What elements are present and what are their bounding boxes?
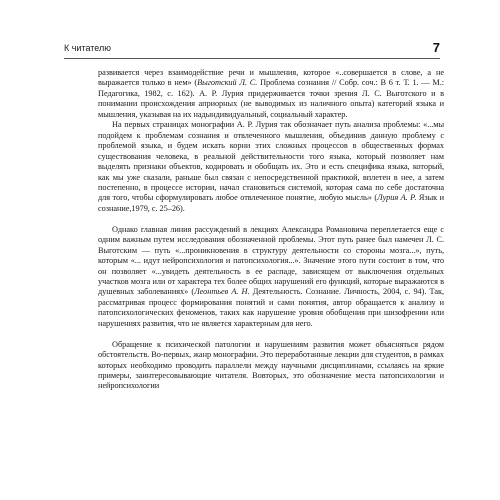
paragraph-text: развивается через взаимодействие речи и мышления, которое «..совершается в слове, а не выражается только в нем» ( bbox=[98, 68, 444, 88]
cited-author: Леонтьев А. Н. bbox=[194, 287, 250, 297]
header-rule bbox=[64, 58, 440, 59]
cited-author: Лурия А. Р. bbox=[377, 193, 417, 203]
running-header-title: К читателю bbox=[64, 43, 112, 53]
paragraph bbox=[98, 340, 444, 392]
body-text bbox=[98, 68, 444, 392]
paragraph-text: Язык и сознание,1979, с. 25–26). bbox=[98, 193, 444, 213]
paragraph-text: На первых страницах монографии А. Р. Лурия так обозначает путь анализа проблемы: «...мы подойдем к проблемам сознания и отвлеченного мышления, объединив данную проблему с проблемой языка, и будем искать корни этих сложных процессов в общественных формах существования человека, в реальной действительности того языка, который позволяет нам выделять признаки объектов, кодировать и обобщать их. Это и есть специфика языка, который, как мы уже сказали, раньше был связан с непосредственной практикой, вплетен в нее, а затем постепенно, в процессе истории, начал становиться системой, которая сама по себе достаточна для того, чтобы сформулировать любое отвлеченное понятие, любую мысль» ( bbox=[98, 120, 444, 203]
page-number: 7 bbox=[432, 40, 440, 55]
paragraph-text: Обращение к психической патологии и нарушениям развития может объясняться рядом обстоятельств. Во-первых, жанр монографии. Это переработанные лекции для студентов, в рамках которых необходимо проводить параллели между научными дисциплинами, ссылаясь на яркие примеры, заинтересовывающие читателя. Вовторых, это обозначение места патопсихологии и нейропсихологии bbox=[98, 339, 444, 391]
paragraph-text: Однако главная линия рассуждений в лекциях Александра Романовича переплетается еще с одним важным путем исследования обозначенной проблемы. Этот путь ранее был намечен Л. С. Выготским — путь «...проникновения в структуру деятельности со стороны мозга...», путь, которым «... идут нейропсихология и патопсихология...». Значение этого пути состоит в том, что он позволяет «...увидеть деятельность в ее распаде, зависящем от выключения отдельных участков мозга или от характера тех более общих нарушений его функций, которые выражаются в душевных заболеваниях» ( bbox=[98, 224, 444, 297]
paragraph-text: Проблема сознания // Собр. соч.: В 6 т. Т. 1. — М.: Педагогика, 1982, с. 162). А. Р. Лурия придерживается точки зрения Л. С. Выготского и в понимании происхождения априорных (не выводимых из наличного опыта) категорий языка и мышления, указывая на их надындивидуальный, социальный характер. bbox=[98, 78, 444, 119]
paragraph bbox=[98, 68, 444, 120]
paragraph-text: Деятельность. Сознание. Личность, 2004, с. 94). Так, рассматривая процесс формирования понятий и сами понятия, автор обращается к анализу и патопсихологических феноменов, таких как нарушение уровня обобщения при шизофрении или нарушениях развития, что не является характерным для него. bbox=[98, 287, 444, 328]
running-header bbox=[64, 41, 440, 57]
paragraph bbox=[98, 225, 444, 330]
paragraph bbox=[98, 120, 444, 214]
cited-author: Выготский Л. С. bbox=[197, 78, 258, 88]
